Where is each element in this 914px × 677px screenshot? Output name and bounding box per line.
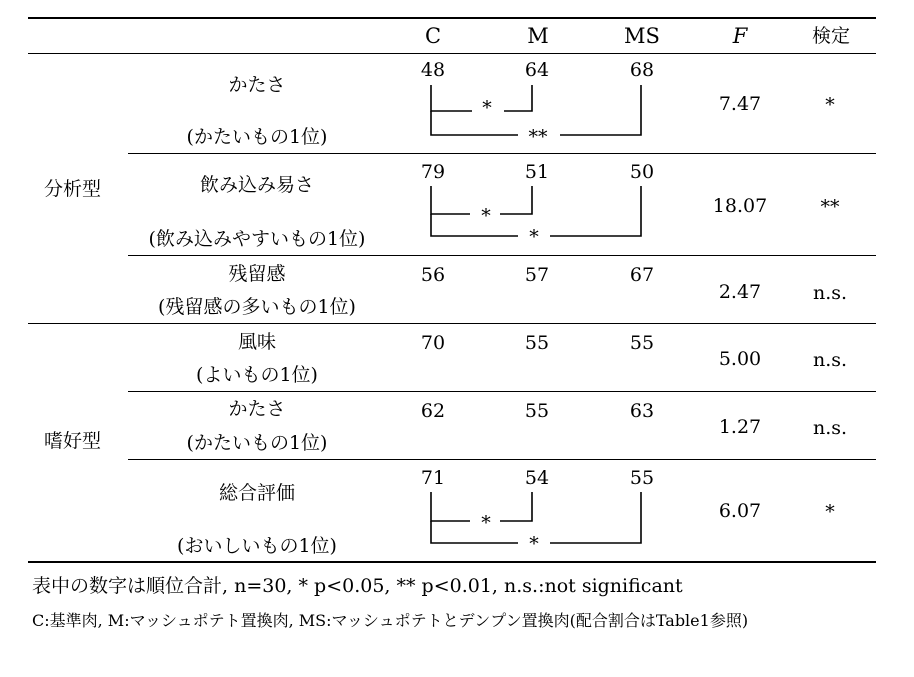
value-f: 7.47	[718, 93, 762, 115]
value-c: 79	[420, 161, 446, 183]
row-label: かたさ	[228, 398, 286, 420]
value-c: 71	[420, 467, 446, 489]
row-sublabel: (よいもの1位)	[196, 364, 318, 386]
row-label: かたさ	[228, 74, 286, 96]
sig-c-ms: *	[529, 226, 539, 248]
footnote-2: C:基準肉, M:マッシュポテト置換肉, MS:マッシュポテトとデンプン置換肉(配合割合はTable1参照)	[32, 611, 749, 630]
value-ms: 63	[629, 400, 655, 422]
sig-c-ms: **	[528, 126, 548, 148]
value-m: 57	[524, 264, 550, 286]
value-f: 5.00	[718, 348, 762, 370]
value-m: 51	[524, 161, 550, 183]
row-sublabel: (かたいもの1位)	[186, 432, 328, 454]
value-f: 2.47	[718, 281, 762, 303]
value-ms: 50	[629, 161, 655, 183]
sig-c-m: *	[481, 205, 491, 227]
value-m: 64	[524, 59, 550, 81]
value-test: *	[825, 94, 835, 116]
group-label-preference: 嗜好型	[44, 430, 102, 452]
row-label: 残留感	[228, 263, 286, 285]
row-sublabel: (かたいもの1位)	[186, 126, 328, 148]
header-m: M	[527, 24, 549, 48]
value-test: *	[825, 501, 835, 523]
row-sublabel: (残留感の多いもの1位)	[158, 296, 356, 318]
value-c: 48	[420, 59, 446, 81]
value-ms: 55	[629, 332, 655, 354]
header-test: 検定	[811, 25, 851, 47]
bracket-c-ms	[431, 85, 641, 135]
row-label: 総合評価	[218, 482, 296, 504]
value-m: 54	[524, 467, 550, 489]
sig-c-m: *	[482, 97, 492, 119]
value-test: n.s.	[812, 417, 848, 439]
sig-c-m: *	[481, 512, 491, 534]
row-sublabel: (おいしいもの1位)	[177, 535, 337, 557]
value-ms: 55	[629, 467, 655, 489]
value-m: 55	[524, 400, 550, 422]
bracket-c-ms	[431, 492, 641, 543]
sig-c-ms: *	[529, 533, 539, 555]
header-c: C	[424, 24, 442, 48]
value-c: 62	[420, 400, 446, 422]
value-m: 55	[524, 332, 550, 354]
header-ms: MS	[624, 24, 660, 48]
value-f: 18.07	[712, 195, 768, 217]
value-test: **	[820, 196, 840, 218]
bracket-c-m	[431, 85, 532, 111]
value-ms: 67	[629, 264, 655, 286]
value-test: n.s.	[812, 349, 848, 371]
bracket-c-m	[431, 492, 532, 521]
value-f: 6.07	[718, 500, 762, 522]
row-sublabel: (飲み込みやすいもの1位)	[148, 228, 366, 250]
group-label-analytic: 分析型	[44, 178, 102, 200]
value-ms: 68	[629, 59, 655, 81]
value-c: 70	[420, 332, 446, 354]
bracket-c-ms	[431, 186, 641, 236]
value-test: n.s.	[812, 282, 848, 304]
footnote-1: 表中の数字は順位合計, n=30, * p<0.05, ** p<0.01, n.s.:not significant	[32, 575, 683, 597]
value-f: 1.27	[718, 416, 762, 438]
value-c: 56	[420, 264, 446, 286]
bracket-c-m	[431, 186, 532, 214]
row-label: 風味	[237, 331, 277, 353]
row-label: 飲み込み易さ	[199, 174, 315, 196]
header-f: F	[732, 24, 748, 48]
